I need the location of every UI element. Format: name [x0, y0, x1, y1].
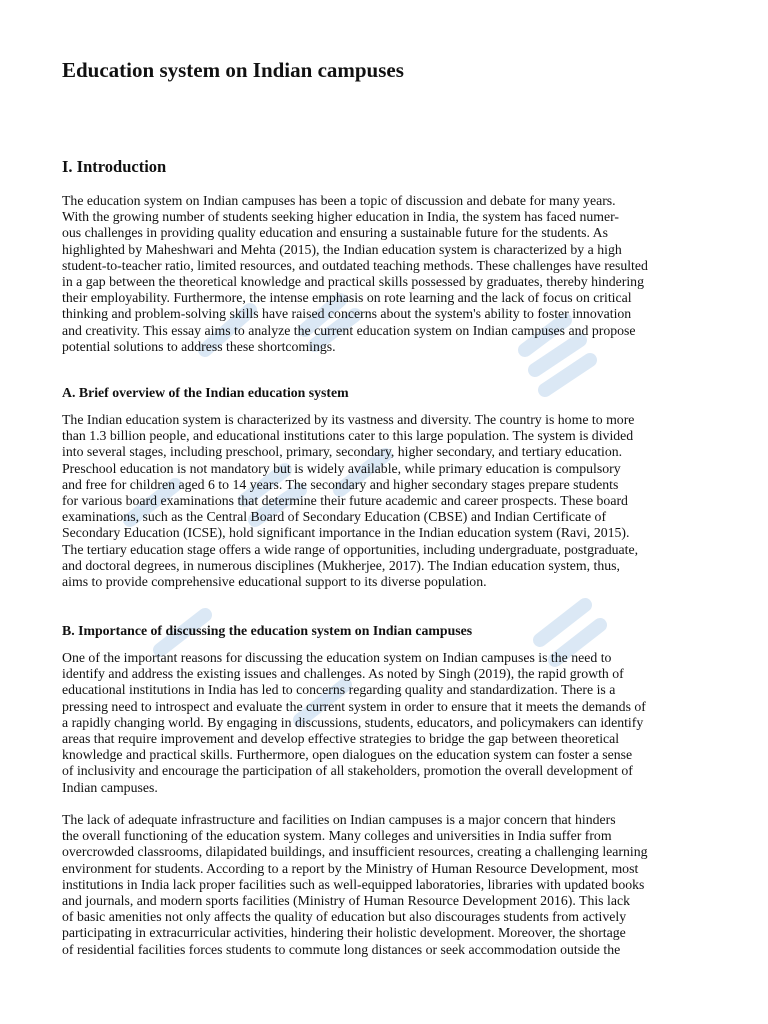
paragraph-line: and doctoral degrees, in numerous disciplines (Mukherjee, 2017). The Indian education system, thus, [62, 557, 620, 573]
paragraph-line: a rapidly changing world. By engaging in discussions, students, educators, and policymakers can identify [62, 714, 644, 730]
paragraph-line: participating in extracurricular activities, hindering their holistic development. Moreover, the shortage [62, 925, 626, 941]
overview-paragraph [62, 412, 708, 590]
intro-paragraph [62, 193, 708, 355]
paragraph-line: The tertiary education stage offers a wide range of opportunities, including undergraduate, postgraduate, [62, 541, 639, 557]
paragraph-line: than 1.3 billion people, and educational institutions cater to this large population. The system is divided [62, 428, 634, 444]
paragraph-line: for various board examinations that determine their future academic and career prospects. These board [62, 492, 628, 508]
paragraph-line: Secondary Education (ICSE), hold significant importance in the Indian education system (Ravi, 2015). [62, 525, 630, 541]
paragraph-line: The education system on Indian campuses has been a topic of discussion and debate for many years. [62, 193, 616, 208]
paragraph-line: institutions in India lack proper facilities such as well-equipped laboratories, libraries with updated books [62, 876, 645, 892]
importance-paragraph [62, 650, 708, 796]
paragraph-line: student-to-teacher ratio, limited resources, and outdated teaching methods. These challenges have resulted [62, 257, 648, 273]
section-heading-introduction: I. Introduction [62, 157, 167, 176]
paragraph-line: thinking and problem-solving skills have raised concerns about the system's ability to foster innovation [62, 306, 632, 322]
paragraph-line: areas that require improvement and develop effective strategies to bridge the gap between theoretical [62, 730, 620, 746]
paragraph-line: overcrowded classrooms, dilapidated buildings, and insufficient resources, creating a challenging learning [62, 844, 648, 860]
paragraph-line: With the growing number of students seeking higher education in India, the system has faced numer- [62, 209, 620, 225]
paragraph-line: Indian campuses. [62, 779, 158, 795]
paragraph-line: of inclusivity and encourage the participation of all stakeholders, promotion the overall development of [62, 763, 633, 779]
subsection-heading-importance: B. Importance of discussing the education system on Indian campuses [62, 623, 473, 638]
paragraph-line: knowledge and practical skills. Furthermore, open dialogues on the education system can foster a sense [62, 747, 633, 763]
paragraph-line: examinations, such as the Central Board of Secondary Education (CBSE) and Indian Certificate of [62, 509, 607, 525]
paragraph-line: Preschool education is not mandatory but is widely available, while primary education is compulsory [62, 460, 621, 476]
paragraph-line: and free for children aged 6 to 14 years. The secondary and higher secondary stages prepare students [62, 476, 619, 492]
paragraph-line: educational institutions in India has led to concerns regarding quality and standardization. There is a [62, 682, 616, 698]
paragraph-line: into several stages, including preschool, primary, secondary, higher secondary, and tertiary education. [62, 444, 623, 460]
page-title: Education system on Indian campuses [62, 58, 404, 82]
paragraph-line: The lack of adequate infrastructure and facilities on Indian campuses is a major concern that hinders [62, 812, 616, 827]
paragraph-line: The Indian education system is characterized by its vastness and diversity. The country is home to more [62, 412, 635, 427]
paragraph-line: One of the important reasons for discussing the education system on Indian campuses is the need to [62, 650, 612, 665]
paragraph-line: highlighted by Maheshwari and Mehta (2015), the Indian education system is characterized by a high [62, 241, 622, 257]
infrastructure-paragraph [62, 812, 708, 958]
paragraph-line: in a gap between the theoretical knowledge and practical skills possessed by graduates, thereby hindering [62, 273, 644, 289]
paragraph-line: of residential facilities forces students to commute long distances or seek accommodation outside the [62, 941, 621, 957]
paragraph-line: their employability. Furthermore, the intense emphasis on rote learning and the lack of focus on critical [62, 290, 632, 306]
paragraph-line: environment for students. According to a report by the Ministry of Human Resource Development, most [62, 860, 639, 876]
paragraph-line: and creativity. This essay aims to analyze the current education system on Indian campuses and propose [62, 322, 636, 338]
paragraph-line: and journals, and modern sports facilities (Ministry of Human Resource Development 2016). This lack [62, 892, 630, 908]
paragraph-line: pressing need to introspect and evaluate the current system in order to ensure that it meets the demands of [62, 698, 646, 714]
paragraph-line: ous challenges in providing quality education and ensuring a sustainable future for the students. As [62, 225, 609, 241]
paragraph-line: of basic amenities not only affects the quality of education but also discourages students from actively [62, 909, 627, 925]
paragraph-line: the overall functioning of the education system. Many colleges and universities in India suffer from [62, 828, 612, 844]
paragraph-line: potential solutions to address these shortcomings. [62, 338, 336, 354]
paragraph-line: aims to provide comprehensive educational support to its diverse population. [62, 573, 487, 589]
paragraph-line: identify and address the existing issues and challenges. As noted by Singh (2019), the rapid growth of [62, 666, 624, 682]
subsection-heading-overview: A. Brief overview of the Indian education system [62, 385, 349, 400]
